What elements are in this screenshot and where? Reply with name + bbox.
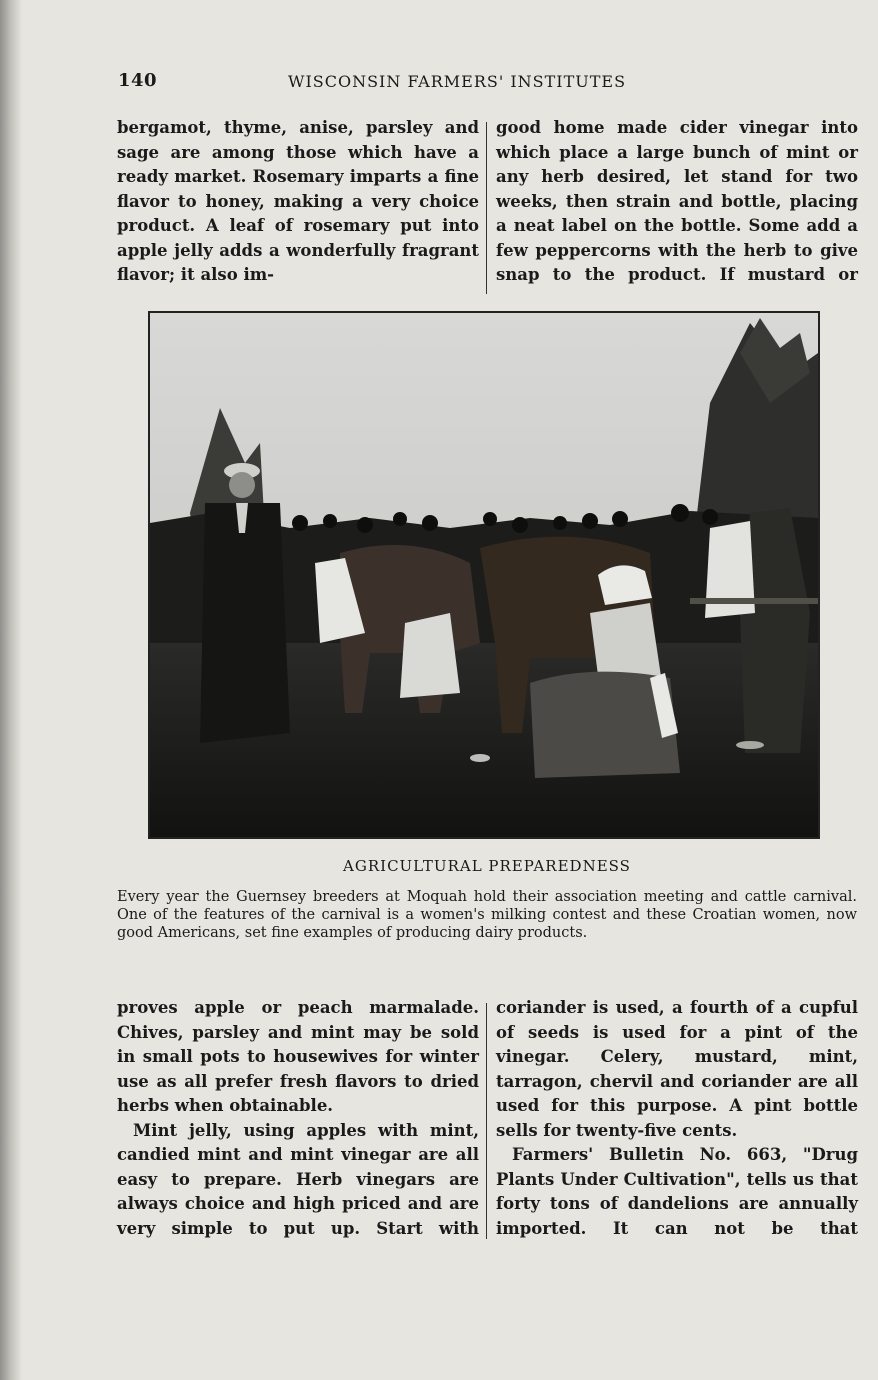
paragraph: proves apple or peach marmalade. Chives, parsley and mint may be sold in small pots to housewives for winter use as all prefer fresh flavors to dried herbs when obtainable. bbox=[117, 998, 479, 1115]
bottom-right-column bbox=[496, 996, 858, 1241]
paragraph: good home made cider vinegar into which place a large bunch of mint or any herb desired, let stand for two weeks, then strain and bottle, placing a neat label on the bottle. Some add a few peppercorns with the herb to give snap to the product. If mustard or bbox=[496, 118, 858, 284]
book-binding-shadow bbox=[0, 0, 22, 1380]
top-right-column bbox=[496, 116, 858, 288]
bottom-left-column bbox=[117, 996, 479, 1241]
figure-caption-title: AGRICULTURAL PREPAREDNESS bbox=[343, 857, 631, 875]
figure-caption-text: Every year the Guernsey breeders at Moquah hold their association meeting and cattle carnival. One of the features of the carnival is a women's milking contest and these Croatian women, now good Americans, set fine examples of producing dairy products. bbox=[117, 889, 857, 941]
running-title: WISCONSIN FARMERS' INSTITUTES bbox=[288, 72, 627, 91]
paragraph: coriander is used, a fourth of a cupful of seeds is used for a pint of the vinegar. Celery, mustard, mint, tarragon, chervil and coriander are all used for this purpose. A pint bottle sells for twenty-five cents. bbox=[496, 998, 858, 1140]
paragraph: bergamot, thyme, anise, parsley and sage are among those which have a ready market. Rosemary imparts a fine flavor to honey, making a very choice product. A leaf of rosemary put into apple jelly adds a wonderfully fragrant flavor; it also im- bbox=[117, 118, 479, 284]
page-number: 140 bbox=[118, 70, 158, 91]
milking-contest-photo bbox=[148, 311, 820, 839]
column-divider bbox=[486, 1003, 487, 1239]
paragraph: Farmers' Bulletin No. 663, "Drug Plants Under Cultivation", tells us that forty tons of dandelions are annually imported. It can not be that bbox=[496, 1145, 858, 1238]
column-divider bbox=[486, 122, 487, 294]
top-left-column bbox=[117, 116, 479, 288]
photo-illustration bbox=[150, 313, 818, 837]
paragraph: Mint jelly, using apples with mint, candied mint and mint vinegar are all easy to prepare. Herb vinegars are always choice and high priced and are very simple to put up. Start with bbox=[117, 1120, 479, 1238]
